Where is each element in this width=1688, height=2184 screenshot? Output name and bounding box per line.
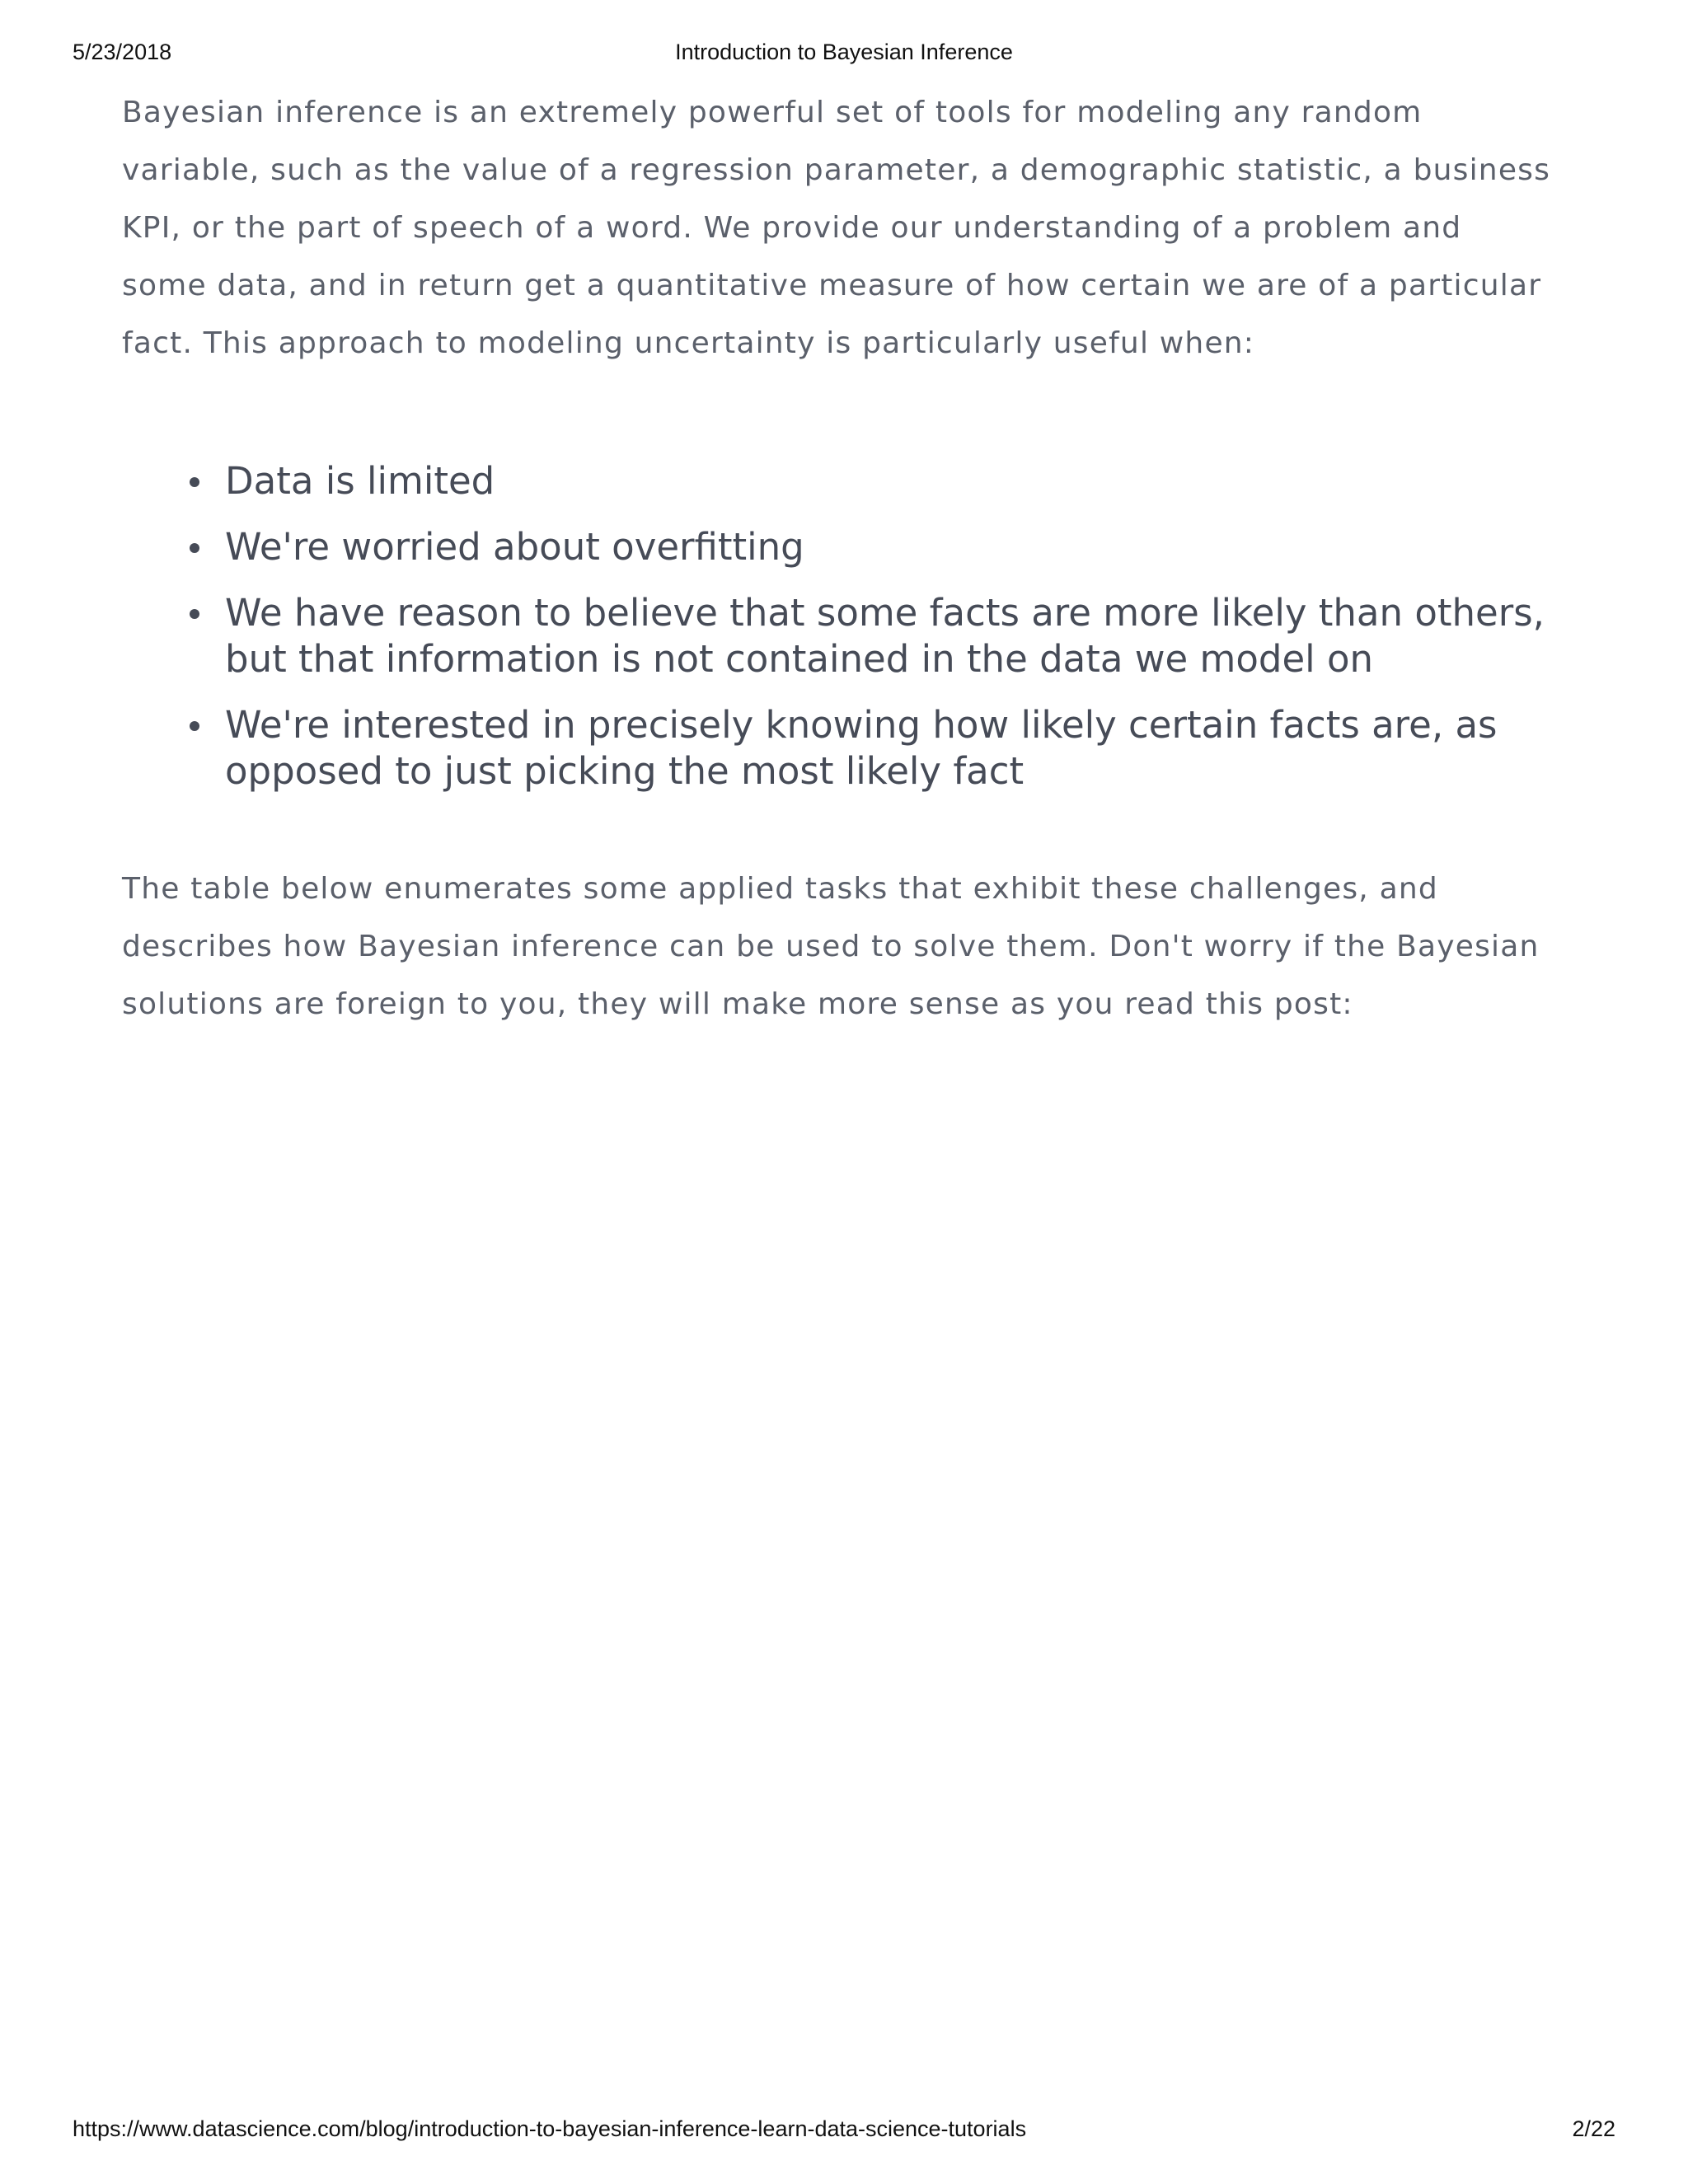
- print-page-title: Introduction to Bayesian Inference: [675, 40, 1013, 64]
- list-item-text: We're worried about overfitting: [225, 525, 804, 569]
- print-header: [0, 40, 1688, 69]
- outro-paragraph: The table below enumerates some applied tasks that exhibit these challenges, and describes how Bayesian inference can be used to solve them. Don't worry if the Bayesian solutions are foreign to you, they will make more sense as you read this post:: [122, 872, 1540, 1021]
- list-item: [122, 524, 1556, 570]
- bullet-icon: [190, 543, 199, 553]
- bullet-icon: [190, 477, 199, 487]
- intro-paragraph: Bayesian inference is an extremely powerful set of tools for modeling any random variable, such as the value of a regression parameter, a demographic statistic, a business KPI, or the part of speech of a word. We provide our understanding of a problem and some data, and in return get a quantitative measure of how certain we are of a particular fact. This approach to modeling uncertainty is particularly useful when:: [122, 96, 1551, 360]
- list-item-text: We have reason to believe that some facts are more likely than others, but that information is not contained in the data we model on: [225, 591, 1545, 681]
- print-date: 5/23/2018: [73, 40, 172, 64]
- bullet-icon: [190, 609, 199, 619]
- list-item: [122, 590, 1556, 682]
- list-item: [122, 702, 1556, 794]
- print-footer: [0, 2116, 1688, 2146]
- article-body: [122, 84, 1556, 1033]
- bullet-icon: [190, 721, 199, 731]
- source-url: https://www.datascience.com/blog/introduction-to-bayesian-inference-learn-data-science-tutorials: [73, 2116, 1027, 2141]
- use-case-list: [122, 458, 1556, 794]
- list-item-text: We're interested in precisely knowing how likely certain facts are, as opposed to just picking the most likely fact: [225, 703, 1498, 793]
- page-number: 2/22: [1572, 2116, 1615, 2141]
- list-item: [122, 458, 1556, 504]
- list-item-text: Data is limited: [225, 459, 495, 503]
